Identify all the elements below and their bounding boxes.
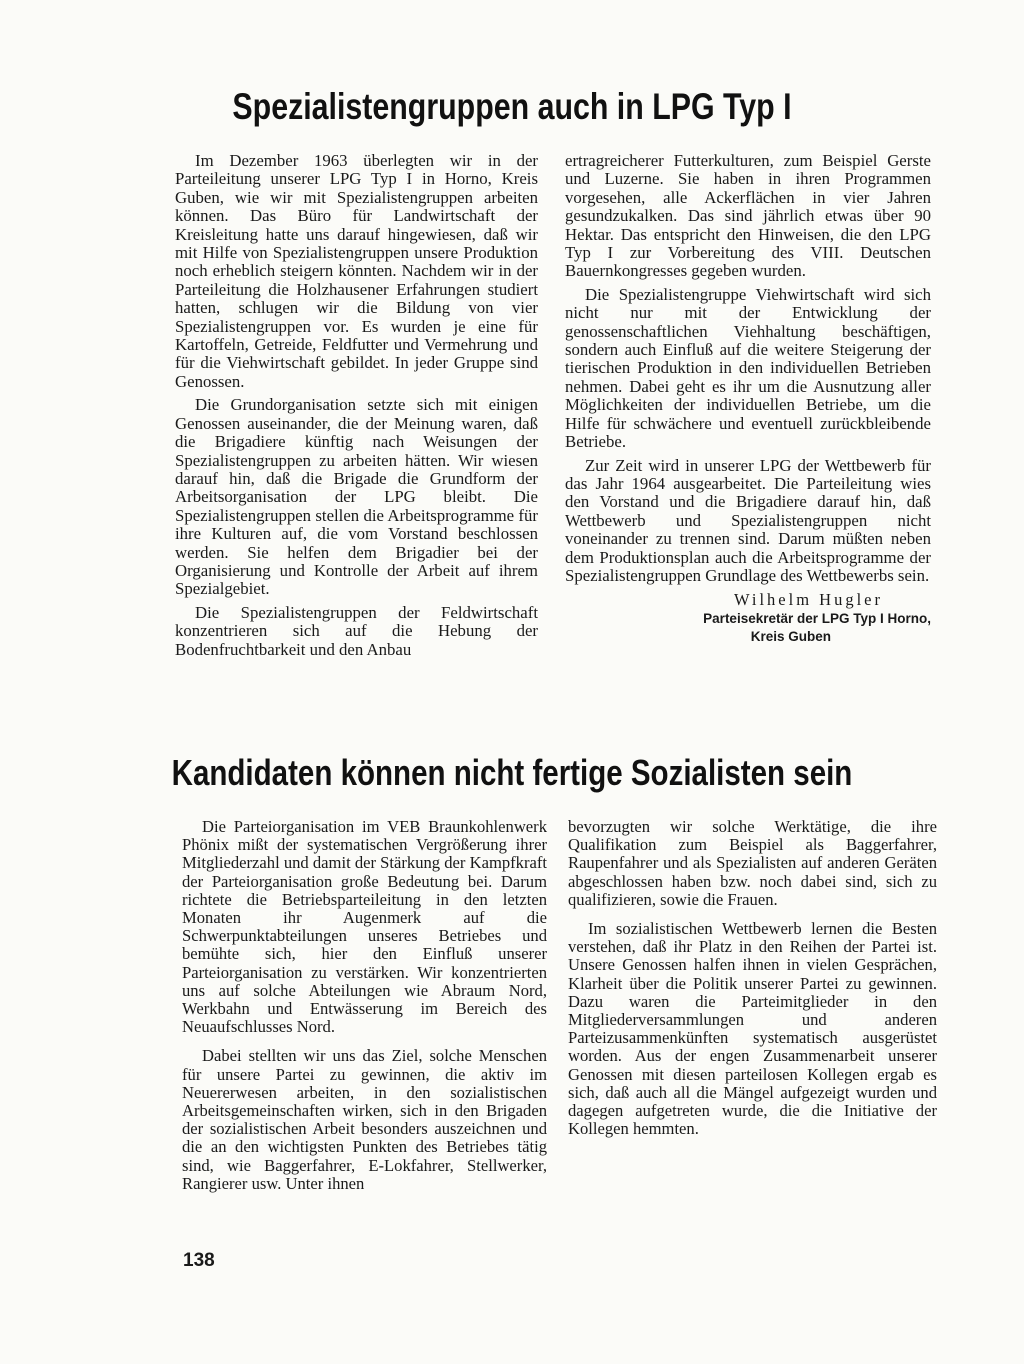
article-title: Spezialistengruppen auch in LPG Typ I bbox=[232, 86, 792, 127]
paragraph: Die Grundorganisation setzte sich mit einigen Genossen auseinander, die der Meinung waren, daß die Brigadiere künftig nach Weisungen der Spezialistengruppen zu arbeiten hätten. Wir wiesen darauf hin, daß die Brigade die Grundform der Arbeitsorganisation der LPG bleibt. Die Spezialistengruppen stellen die Arbeitsprogramme für ihre Kulturen auf, die vom Vorstand beschlossen werden. Sie helfen dem Brigadier bei der Organisierung und Kontrolle der Arbeit auf ihrem Spezialgebiet. bbox=[175, 395, 538, 599]
paragraph: Die Spezialistengruppen der Feldwirtschaft konzentrieren sich auf die Hebung der Bodenfruchtbarkeit und den Anbau bbox=[175, 602, 538, 659]
paragraph: Die Parteiorganisation im VEB Braunkohlenwerk Phönix mißt der systematischen Vergrößerung ihrer Mitgliederzahl und damit der Stärkung der Kampfkraft der Parteiorganisation große Bedeutung bei. Darum richtete die Betriebsparteileitung in den letzten Monaten ihr Augenmerk auf die Schwerpunktabteilungen unseres Betriebes und bemühte sich, hier den Einfluß unserer Parteiorganisation zu verstärken. Wir konzentrierten uns auf solche Abteilungen wie Abraum Nord, Werkbahn und Entwässerung im Bereich des Neuaufschlusses Nord. bbox=[182, 817, 547, 1037]
paragraph: bevorzugten wir solche Werktätige, die ihre Qualifikation zum Beispiel als Baggerfahrer, Raupenfahrer und als Spezialisten auf anderen Geräten abgeschlossen haben bzw. noch dabei sind, sich zu qualifizieren, sowie die Frauen. bbox=[568, 817, 937, 909]
author-signature bbox=[565, 591, 931, 645]
author-location: Kreis Guben bbox=[750, 628, 831, 644]
article-column-left bbox=[175, 152, 538, 664]
article-column-right bbox=[568, 818, 937, 1149]
paragraph: Zur Zeit wird in unserer LPG der Wettbewerb für das Jahr 1964 ausgearbeitet. Die Parteileitung wies den Vorstand und die Brigadiere darauf hin, daß Wettbewerb und Spezialistengruppen nicht voneinander zu trennen sind. Darum müßten neben dem Produktionsplan auch die Arbeitsprogramme der Spezialistengruppen Grundlage des Wettbewerbs sein. bbox=[565, 455, 931, 585]
paragraph: Die Spezialistengruppe Viehwirtschaft wird sich nicht nur mit der Entwicklung der genossenschaftlichen Viehhaltung beschäftigen, sondern auch Einfluß auf die weitere Steigerung der tierischen Produktion in den individuellen Betrieben nehmen. Dabei geht es ihr um die Ausnutzung aller Möglichkeiten der individuellen Betriebe, um die Hilfe für schwächere und eventuell zurückbleibende Betriebe. bbox=[565, 284, 931, 452]
author-role bbox=[565, 610, 931, 646]
paragraph: Im sozialistischen Wettbewerb lernen die Besten verstehen, daß ihr Platz in den Reihen der Partei ist. Unsere Genossen halfen ihnen in vielen Gesprächen, Klarheit über die Politik unserer Partei zu gewinnen. Dazu waren die Parteimitglieder in den Mitgliederversammlungen und anderen Parteizusammenkünften systematisch ausgerüstet worden. Aus der engen Zusammenarbeit unserer Genossen mit diesen parteilosen Kollegen ergab es sich, daß auch all die Mängel aufgezeigt wurden und dagegen aufgetreten wurde, die die Initiative der Kollegen hemmten. bbox=[568, 919, 937, 1139]
page-number: 138 bbox=[183, 1250, 215, 1271]
author-role-line: Parteisekretär der LPG Typ I Horno, bbox=[703, 610, 931, 626]
paragraph: Im Dezember 1963 überlegten wir in der Parteileitung unserer LPG Typ I in Horno, Kreis Guben, wie wir mit Spezialistengruppen arbeiten können. Das Büro für Landwirtschaft der Kreisleitung hatte uns darauf hingewiesen, daß wir mit Hilfe von Spezialistengruppen unsere Produktion noch erheblich steigern könnten. Nachdem wir in der Parteileitung die Holzhausener Erfahrungen studiert hatten, schlugen wir die Bildung von vier Spezialistengruppen vor. Es wurden je eine für Kartoffeln, Getreide, Feldfutter und Vermehrung und für die Viehwirtschaft gebildet. In jeder Gruppe sind Genossen. bbox=[175, 151, 538, 391]
author-name: Wilhelm Hugler bbox=[733, 590, 883, 610]
article-column-right bbox=[565, 152, 931, 646]
article-title: Kandidaten können nicht fertige Sozialisten sein bbox=[171, 752, 853, 793]
paragraph: ertragreicherer Futterkulturen, zum Beispiel Gerste und Luzerne. Sie haben in ihren Programmen vorgesehen, alle Ackerflächen in vier Jahren gesundzukalken. Das sind jährlich etwas über 90 Hektar. Das entspricht den Hinweisen, die den LPG Typ I zur Vorbereitung des VIII. Deutschen Bauernkongresses gegeben wurden. bbox=[565, 151, 931, 281]
article-column-left bbox=[182, 818, 547, 1204]
paragraph: Dabei stellten wir uns das Ziel, solche Menschen für unsere Partei zu gewinnen, die aktiv im Neuererwesen arbeiten, in den sozialistischen Arbeitsgemeinschaften wirken, sich in den Brigaden der sozialistischen Arbeit besonders auszeichnen und die an den wichtigsten Punkten des Betriebes tätig sind, wie Baggerfahrer, E-Lokfahrer, Stellwerker, Rangierer usw. Unter ihnen bbox=[182, 1046, 547, 1193]
